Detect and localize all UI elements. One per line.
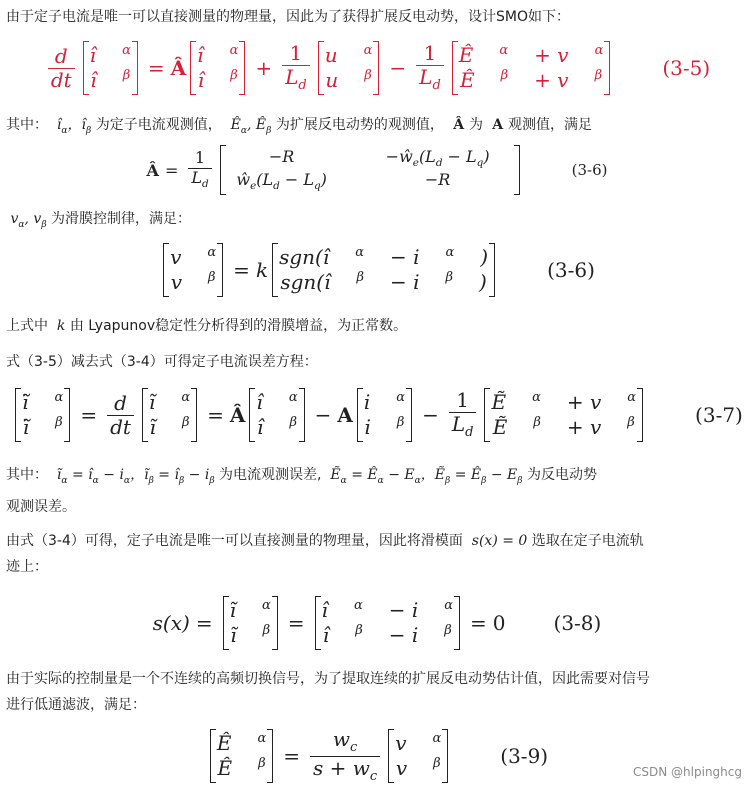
text-segment: 为扩展反电动势的观测值， (275, 117, 444, 133)
equation-3-8: s(x) = ĩ α ĩ β = î α − i α î β − i β = 0 (3-8) (0, 590, 754, 656)
text-segment: 其中： (6, 117, 48, 133)
equation-tag: (3-5) (662, 56, 711, 80)
text-segment: 由 Lyapunov稳定性分析得到的滑膜增益，为正常数。 (69, 318, 408, 334)
text-segment: 选取在定子电流轨 (531, 533, 644, 549)
text-segment: 由式（3-4）可得，定子电流是唯一可以直接测量的物理量，因此将滑模面 (6, 533, 463, 549)
text-segment: 为 (468, 117, 483, 133)
text-segment: 进行低通滤波，满足： (6, 697, 146, 713)
text-segment: 迹上： (6, 559, 48, 575)
equation-3-5: $\frac{d}{dt}$ î α î β = Â î α î β + $\frac{1}{L_d}$ u α u β − $\frac{1}{L_d}$ Ê α + v α Ê β + v β (3-5) (0, 36, 754, 100)
text-segment: 为定子电流观测值， (95, 117, 222, 133)
equation-3-6-sgn: v α v β = k sgn(î α − i α ) sgn(î β − i β ) (3-6) (0, 238, 754, 302)
equation-3-9: Ê α Ê β = $\frac{w_c}{s + w_c}$ v α v β (3-9) (0, 724, 754, 788)
equation-3-7: ĩ̇ α ĩ̇ β = $\frac{d}{dt}$ ĩ α ĩ β = Â î α î β − A i α i β − $\frac{1}{L_d}$ Ẽ α + v α Ẽ β + v β (3-7) (0, 380, 754, 450)
text-segment: 为反电动势 (527, 467, 597, 483)
equation-tag: (3-8) (553, 611, 602, 635)
text-segment: 为电流观测误差, (219, 467, 322, 483)
equation-tag: (3-7) (695, 403, 743, 427)
paragraph-error-intro: 式（3-5）减去式（3-4）可得定子电流误差方程： (6, 354, 318, 370)
paragraph-sliding-surface: 由式（3-4）可得，定子电流是唯一可以直接测量的物理量，因此将滑模面 s(x) = 0 选取在定子电流轨 迹上： (6, 533, 644, 575)
paragraph-lowpass (6, 666, 750, 718)
watermark: CSDN @hlpinghcg (633, 765, 742, 779)
text-segment: 上式中 (6, 318, 48, 334)
paragraph-intro: 由于定子电流是唯一可以直接测量的物理量，因此为了获得扩展反电动势，设计SMO如下： (6, 9, 570, 25)
equation-tag: (3-6) (571, 161, 608, 179)
text-segment: 为滑膜控制律，满足： (51, 211, 192, 227)
text-segment: 观测值，满足 (508, 117, 593, 133)
equation-tag: (3-6) (547, 258, 595, 282)
paragraph-definitions-2: 其中： $ĩ_\alpha$ = $î_\alpha - i_\alpha$，$ĩ_\beta$ = $î_\beta - i_\beta$ 为电流观测误差, Ẽ$_\alpha$ = $Ê_\alpha - E_\alpha$，Ẽ$_\beta$ = $Ê_\beta - E_\beta$ 为反电动势 观测误差。 (6, 467, 597, 515)
paragraph-gain: 上式中 k 由 Lyapunov稳定性分析得到的滑膜增益，为正常数。 (6, 318, 408, 334)
text-segment: 由于实际的控制量是一个不连续的高频切换信号，为了提取连续的扩展反电动势估计值，因此需要对信号 (6, 671, 650, 687)
text-segment: 其中： (6, 467, 48, 483)
equation-3-6-matrix: Â = $\frac{1}{L_d}$ −R $-ŵ_e(L_d - L_q)$ $ŵ_e(L_d - L_q)$ −R (3-6) (0, 142, 754, 198)
text-segment: 观测误差。 (6, 498, 76, 515)
paragraph-definitions-1: 其中： $î_\alpha$，$î_\beta$ 为定子电流观测值， $Ê_\alpha$, $Ê_\beta$ 为扩展反电动势的观测值， Â 为 A 观测值，满足 (6, 117, 593, 136)
equation-tag: (3-9) (500, 744, 549, 768)
paragraph-sliding-law: $v_\alpha$, $v_\beta$ 为滑膜控制律，满足： (6, 211, 192, 230)
